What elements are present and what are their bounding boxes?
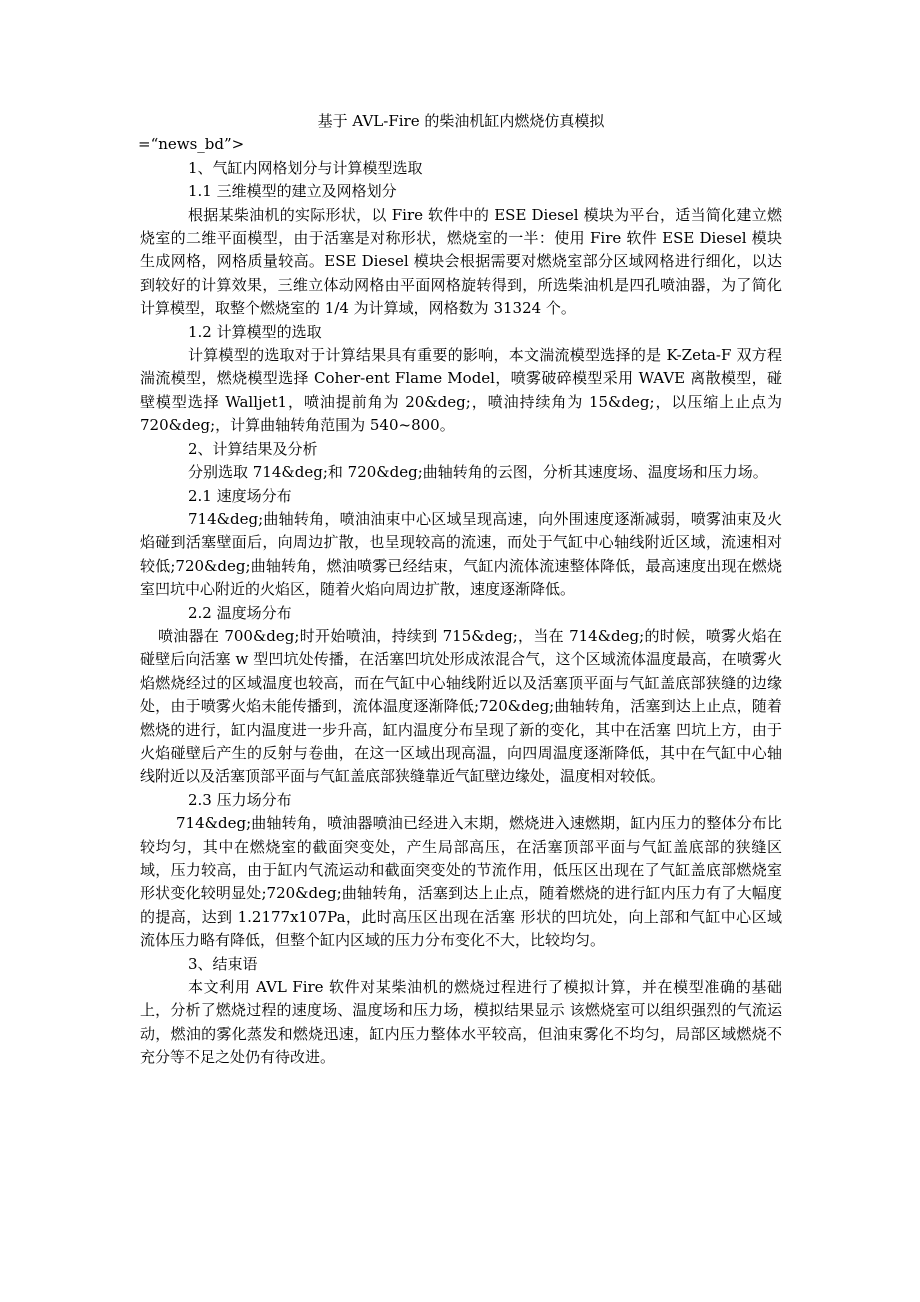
paragraph-2-2: 喷油器在 700&deg;时开始喷油，持续到 715&deg;，当在 714&deg;的时候，喷雾火焰在碰壁后向活塞 w 型凹坑处传播，在活塞凹坑处形成浓混合气，这个区域流体温度最高，在喷雾火焰燃烧经过的区域温度也较高，而在气缸中心轴线附近以及活塞顶平面与气缸盖底部狭缝的边缘处，由于喷雾火焰未能传播到，流体温度逐渐降低;720&deg;曲轴转角，活塞到达上止点，随着燃烧的进行，缸内温度进一步升高，缸内温度分布呈现了新的变化，其中在活塞 凹坑上方，由于火焰碰壁后产生的反射与卷曲，在这一区域出现高温，向四周温度逐渐降低，其中在气缸中心轴线附近以及活塞顶部平面与气缸盖底部狭缝靠近气缸壁边缘处，温度相对较低。 — [140, 626, 782, 786]
paragraph-2-3: 714&deg;曲轴转角，喷油器喷油已经进入末期，燃烧进入速燃期，缸内压力的整体分布比较均匀，其中在燃烧室的截面突变处，产生局部高压，在活塞顶部平面与气缸盖底部的狭缝区域，压力较高，由于缸内气流运动和截面突变处的节流作用，低压区出现在了气缸盖底部燃烧室形状变化较明显处;720&deg;曲轴转角，活塞到达上止点，随着燃烧的进行缸内压力有了大幅度的提高，达到 1.2177x107Pa，此时高压区出现在活塞 形状的凹坑处，向上部和气缸中心区域流体压力略有降低，但整个缸内区域的压力分布变化不大，比较均匀。 — [140, 814, 782, 950]
paragraph-2: 分别选取 714&deg;和 720&deg;曲轴转角的云图，分析其速度场、温度场和压力场。 — [188, 463, 768, 482]
section-heading-2: 2、计算结果及分析 — [188, 439, 318, 458]
section-heading-3: 3、结束语 — [188, 954, 258, 973]
paragraph-2-1: 714&deg;曲轴转角，喷油油束中心区域呈现高速，向外围速度逐渐减弱，喷雾油束及火焰碰到活塞壁面后，向周边扩散，也呈现较高的流速，而处于气缸中心轴线附近区域，流速相对较低;720&deg;曲轴转角，燃油喷雾已经结束，气缸内流体流速整体降低，最高速度出现在燃烧室凹坑中心附近的火焰区，随着火焰向周边扩散，速度逐渐降低。 — [140, 509, 782, 599]
subsection-heading-1-2: 1.2 计算模型的选取 — [188, 322, 322, 341]
subsection-heading-2-2: 2.2 温度场分布 — [188, 603, 292, 622]
section-heading-1: 1、气缸内网格划分与计算模型选取 — [188, 158, 423, 177]
subsection-heading-1-1: 1.1 三维模型的建立及网格划分 — [188, 182, 397, 201]
paragraph-3: 本文利用 AVL Fire 软件对某柴油机的燃烧过程进行了模拟计算，并在模型准确的基础上，分析了燃烧过程的速度场、温度场和压力场，模拟结果显示 该燃烧室可以组织强烈的气流运动，燃油的雾化蒸发和燃烧迅速，缸内压力整体水平较高，但油束雾化不均匀，局部区域燃烧不充分等不足之处仍有待改进。 — [140, 978, 782, 1067]
subsection-heading-2-3: 2.3 压力场分布 — [188, 790, 292, 809]
subsection-heading-2-1: 2.1 速度场分布 — [188, 486, 292, 505]
paragraph-1-2: 计算模型的选取对于计算结果具有重要的影响，本文湍流模型选择的是 K-Zeta-F 双方程湍流模型，燃烧模型选择 Coher-ent Flame Model，喷雾破碎模型采用 WAVE 离散模型，碰壁模型选择 Walljet1，喷油提前角为 20&deg;，喷油持续角为 15&deg;，以压缩上止点为 720&deg;，计算曲轴转角范围为 540~800。 — [140, 346, 782, 435]
document-page — [140, 110, 782, 1070]
html-tag-fragment: =“news_bd”> — [138, 135, 245, 154]
paragraph-1-1: 根据某柴油机的实际形状，以 Fire 软件中的 ESE Diesel 模块为平台，适当简化建立燃烧室的二维平面模型，由于活塞是对称形状，燃烧室的一半：使用 Fire 软件 ESE Diesel 模块生成网格，网格质量较高。ESE Diesel 模块会根据需要对燃烧室部分区域网格进行细化，以达到较好的计算效果，三维立体动网格由平面网格旋转得到，所选柴油机是四孔喷油器，为了简化计算模型，取整个燃烧室的 1/4 为计算域，网格数为 31324 个。 — [140, 205, 782, 318]
document-title: 基于 AVL-Fire 的柴油机缸内燃烧仿真模拟 — [317, 112, 605, 130]
